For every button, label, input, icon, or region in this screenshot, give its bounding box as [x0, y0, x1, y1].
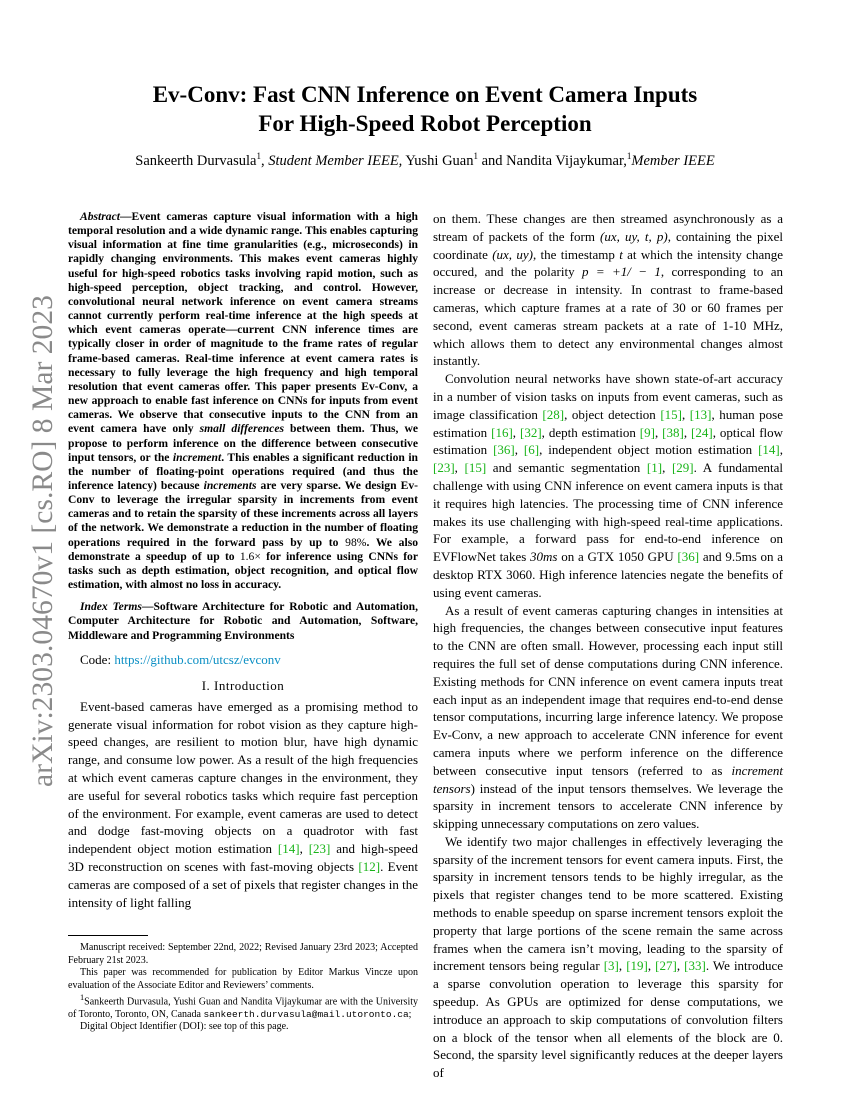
math-coord: (ux, uy): [492, 246, 533, 262]
citation-28[interactable]: [28]: [542, 406, 565, 422]
r3-em: increment tensors: [433, 762, 783, 796]
intro-text-c: . Event cameras are composed of a set of pixels that register changes in the intensity of light falling: [68, 859, 419, 910]
right-paragraph-2: Convolution neural networks have shown state-of-art accuracy in a number of vision tasks on inputs from event cameras, such as image classification [28], object detection [15], [13], human pose estimation [16], [32], depth estimation [9], [38], [24], optical flow estimation [36], [6], independent object motion estimation [14], [23], [15] and semantic segmentation [1], [29]. A fundamental challenge with using CNN inference on event camera inputs is that it requires high latencies. The processing time of CNN inference makes its use challenging with high-speed real-time applications. For example, a forward pass for end-to-end inference on EVFlowNet takes 30ms on a GTX 1050 GPU [36] and 9.5ms on a desktop RTX 3060. High inference latencies negate the benefits of using event cameras.: [433, 371, 784, 600]
math-30ms: 30ms: [530, 549, 558, 565]
left-column: [68, 210, 418, 911]
r4-a: We identify two major challenges in effectively leveraging the sparsity of the increment tensors for event camera inputs. First, the sparsity in increment tensors tends to be highly irregular, as the pixels that register changes tend to be more scattered. Existing methods to enable speedup on sparse increment tensors exploit the property that large portions of the scene remain the same across frames when the camera isn’t moving, leading to the sparsity of increment tensors being regular: [433, 833, 783, 974]
r2-g: and semantic segmentation: [486, 460, 647, 476]
arxiv-identifier: [8, 292, 68, 792]
citation-23b[interactable]: [23]: [433, 460, 455, 476]
footnote-doi: Digital Object Identifier (DOI): see top of this page.: [80, 1021, 289, 1033]
abstract-text-6: for inference using CNNs for tasks such as depth estimation, object recognition, and optical flow estimation, with almost no loss in accuracy.: [68, 549, 419, 592]
citation-12[interactable]: [12]: [358, 859, 381, 874]
citation-33[interactable]: [33]: [684, 958, 706, 974]
right-paragraph-3: [433, 602, 783, 833]
citation-1[interactable]: [1]: [646, 460, 663, 476]
author-3-mark: 1: [626, 151, 632, 161]
author-email: sankeerth.durvasula@mail.utoronto.ca: [203, 1008, 409, 1020]
r2-h: . A fundamental challenge with using CNN inference on event camera inputs is that it requires high latencies. The processing time of CNN inference makes its use challenging with high-speed real-time applications. For example, a forward pass for end-to-end inference on EVFlowNet takes: [433, 460, 784, 565]
citation-29[interactable]: [29]: [671, 460, 694, 476]
citation-9[interactable]: [9]: [639, 424, 655, 440]
intro-text-a: Event-based cameras have emerged as a promising method to generate visual information for robot vision as they capture high-speed changes, are resilient to motion blur, have high dynamic range, and consume low power. As a result of the high frequencies at which event cameras capture changes in the environment, they are useful for several robotics tasks which require fast perception of the environment. For example, event cameras are used to detect and dodge fast-moving objects on a quadrotor with fast independent object motion estimation: [68, 698, 418, 857]
intro-text-b: and high-speed 3D reconstruction on scenes with fast-moving objects: [68, 841, 418, 874]
footnote-editor: This paper was recommended for publication by Editor Markus Vincze upon evaluation of the Associate Editor and Reviewers’ comments.: [68, 967, 418, 991]
r2-c: , human pose estimation: [433, 406, 783, 440]
r2-f: , independent object motion estimation: [539, 442, 759, 458]
author-list: Sankeerth Durvasula$^1$, Student Member IEEE, Yushi Guan$^1$ and Nandita Vijaykumar,$^1$Member IEEE: [135, 151, 715, 169]
citation-32[interactable]: [32]: [519, 424, 542, 440]
citation-14[interactable]: [14]: [277, 841, 300, 857]
r4-b: . We introduce a sparse convolution operation to leverage this sparsity for speedup. As GPUs are optimized for dense computations, we introduce an approach to skip computations of convolution filters on a block of the tensor when all elements of the block are: [433, 958, 784, 1045]
citation-36[interactable]: [36]: [493, 442, 515, 458]
arxiv-identifier-text: arXiv:2303.04670v1 [cs.RO] 8 Mar 2023: [26, 292, 59, 787]
r1-b: , containing the pixel coordinate: [433, 228, 783, 262]
abstract-speedup: 1.6×: [239, 549, 261, 563]
citation-14b[interactable]: [14]: [758, 442, 780, 458]
r1-a: on them. These changes are then streamed asynchronously as a stream of packets of the form: [433, 211, 783, 244]
abstract-text-3: . This enables a significant reduction in the number of floating-point operations required (and thus the inference latency) because: [68, 450, 418, 492]
footnote-affiliation-end: ;: [408, 1008, 412, 1020]
comma: ,: [299, 841, 303, 857]
r1-c: , the timestamp: [532, 246, 620, 262]
code-label: Code:: [80, 651, 115, 667]
r3-a: As a result of event cameras capturing changes in intensities at high frequencies, the changes between consecutive input features to the CNN are often small. However, processing each input still requires the full set of dense computations during CNN inference. Existing methods for CNN inference on event camera inputs treat each input as an independent image that requires end-to-end dense tensor computations, incurring large inference latency. We propose Ev-Conv, a new approach to accelerate CNN inference for event camera inputs where we perform inference on the difference between consecutive input tensors (referred to as: [433, 602, 783, 778]
footnote-affiliation: [68, 992, 418, 1021]
title-line-1: Ev-Conv: Fast CNN Inference on Event Camera Inputs: [152, 82, 698, 107]
citation-23[interactable]: [23]: [308, 841, 331, 857]
r4-c: . Second, the sparsity level significantly reduces at the deeper layers of: [433, 1029, 783, 1081]
r2-i: on a GTX 1050 GPU: [557, 549, 678, 565]
abstract-text-1: —Event cameras capture visual information with a high temporal resolution and a wide dynamic range. This enables capturing visual information at fine time granularities (e.g., microseconds) in rapidly changing environments. This makes event cameras highly useful for high-speed robotics tasks involving rapid motion, such as high-speed perception, object tracking, and control. However, convolutional neural network inference on event camera streams cannot currently perform real-time inference at the high speeds at which event cameras operate—current CNN inference times are typically closer in order of magnitude to the frame rates of regular frame-based cameras. Real-time inference at event camera rates is necessary to fully leverage the high frequency and high temporal resolution that event cameras offer. This paper presents Ev-Conv, a new approach to enable fast inference on CNNs for inputs from event cameras. We observe that consecutive inputs to the CNN from an event camera have only: [68, 210, 418, 436]
citation-24[interactable]: [24]: [691, 424, 713, 440]
abstract-text-5: . We also demonstrate a speedup of up to: [68, 535, 418, 563]
paper-title: [90, 80, 760, 138]
r2-d: , depth estimation: [541, 424, 640, 440]
code-line: [80, 651, 418, 668]
arxiv-identifier-svg: [8, 292, 68, 792]
citation-6[interactable]: [6]: [523, 442, 540, 458]
r2-a: Convolution neural networks have shown state-of-art accuracy in a number of vision tasks on inputs from event cameras, such as image classification: [433, 371, 783, 422]
footnote-manuscript: Manuscript received: September 22nd, 2022; Revised January 23rd 2023; Accepted February 21st 2023.: [68, 942, 418, 966]
code-link[interactable]: https://github.com/utcsz/evconv: [114, 651, 281, 667]
citation-36b[interactable]: [36]: [677, 549, 700, 565]
author-1: Sankeerth Durvasula: [135, 152, 257, 169]
intro-paragraph-1: [68, 698, 418, 912]
index-terms: [68, 600, 418, 643]
citation-19[interactable]: [19]: [626, 958, 648, 974]
math-packet: (ux, uy, t, p): [600, 228, 668, 244]
r1-e: , corresponding to an increase or decrease in intensity. In contrast to frame-based cameras, which capture frames at a rate of 30 or 60 frames per second, event cameras stream packets at a rate of 1-10 MHz, which allows them to detect any environmental changes almost instantly.: [433, 264, 783, 369]
author-1-role: Student Member IEEE,: [268, 152, 403, 169]
author-3: Nandita Vijaykumar,: [506, 152, 627, 169]
abstract-em-2: increment: [172, 450, 222, 464]
author-2-mark: 1: [473, 151, 478, 161]
citation-15[interactable]: [15]: [660, 406, 683, 422]
footnote-affiliation-mark: 1: [80, 993, 85, 1002]
footnote-rule: [68, 935, 148, 936]
r2-e: , optical flow estimation: [433, 424, 784, 458]
citation-38[interactable]: [38]: [662, 424, 684, 440]
author-2: Yushi Guan: [405, 152, 474, 169]
footnote-affiliation-text: Sankeerth Durvasula, Yushi Guan and Nandita Vijaykumar are with the University of Toronto, Toronto, ON, Canada: [68, 996, 418, 1020]
abstract-text-4: are very sparse. We design Ev-Conv to leverage the irregular sparsity in increments from event cameras and to retain the sparsity of these increments across all layers of the network. We demonstrate a reduction in the number of floating operations required in the forward pass by up to: [68, 478, 418, 549]
citation-3[interactable]: [3]: [603, 958, 619, 974]
r2-j: and 9.5ms on a desktop RTX 3060. High inference latencies negate the benefits of using event cameras.: [433, 549, 784, 600]
abstract-text-2: between them. Thus, we propose to perform inference on the difference between consecutive input tensors, or the: [68, 422, 418, 464]
math-t: t: [619, 246, 623, 262]
citation-27[interactable]: [27]: [655, 958, 677, 974]
citation-15b[interactable]: [15]: [464, 460, 487, 476]
section-heading-introduction: I. Introduction: [201, 677, 285, 693]
footnotes: [68, 935, 418, 1034]
abstract: [68, 210, 418, 592]
r2-b: , object detection: [564, 406, 661, 422]
abstract-em-3: increments: [203, 478, 257, 492]
author-3-role: Member IEEE: [631, 152, 715, 169]
right-paragraph-4: We identify two major challenges in effectively leveraging the sparsity of the increment tensors for event camera inputs. First, the sparsity in increment tensors tends to be highly irregular, as the pixels that register changes tend to be more scattered. Existing methods to enable speedup on sparse increment tensors exploit the property that large portions of the scene remain the same across frames when the camera isn’t moving, leading to the sparsity of increment tensors being regular [3], [19], [27], [33]. We introduce a sparse convolution operation to leverage this sparsity for speedup. As GPUs are optimized for dense computations, we introduce an approach to skip computations of convolution filters on a block of the tensor when all elements of the block are 0. Second, the sparsity level significantly reduces at the deeper layers of: [433, 833, 784, 1081]
math-zero: 0: [773, 1029, 780, 1045]
citation-13[interactable]: [13]: [689, 406, 712, 422]
abstract-em-1: small differences: [199, 422, 284, 436]
abstract-lead: Abstract: [80, 210, 120, 223]
right-column: [433, 210, 783, 1082]
math-polarity: p = +1/ − 1: [581, 264, 661, 280]
index-terms-lead: Index Terms: [80, 600, 142, 614]
right-paragraph-1: [433, 210, 783, 370]
r3-b: ) instead of the input tensors themselves. We leverage the sparsity in increment tensors to accelerate CNN inference by skipping unnecessary computations on zero values.: [433, 780, 783, 832]
citation-16[interactable]: [16]: [491, 424, 513, 440]
index-terms-text: —Software Architecture for Robotic and Automation, Computer Architecture for Robotic and Automation, Software, Middleware and Programming Environments: [68, 600, 418, 642]
r1-d: at which the intensity change occured, and the polarity: [433, 246, 783, 280]
author-and: and: [481, 152, 503, 169]
author-1-mark: 1: [256, 151, 261, 161]
title-line-2: For High-Speed Robot Perception: [258, 111, 592, 136]
abstract-pct: 98%: [345, 535, 367, 549]
